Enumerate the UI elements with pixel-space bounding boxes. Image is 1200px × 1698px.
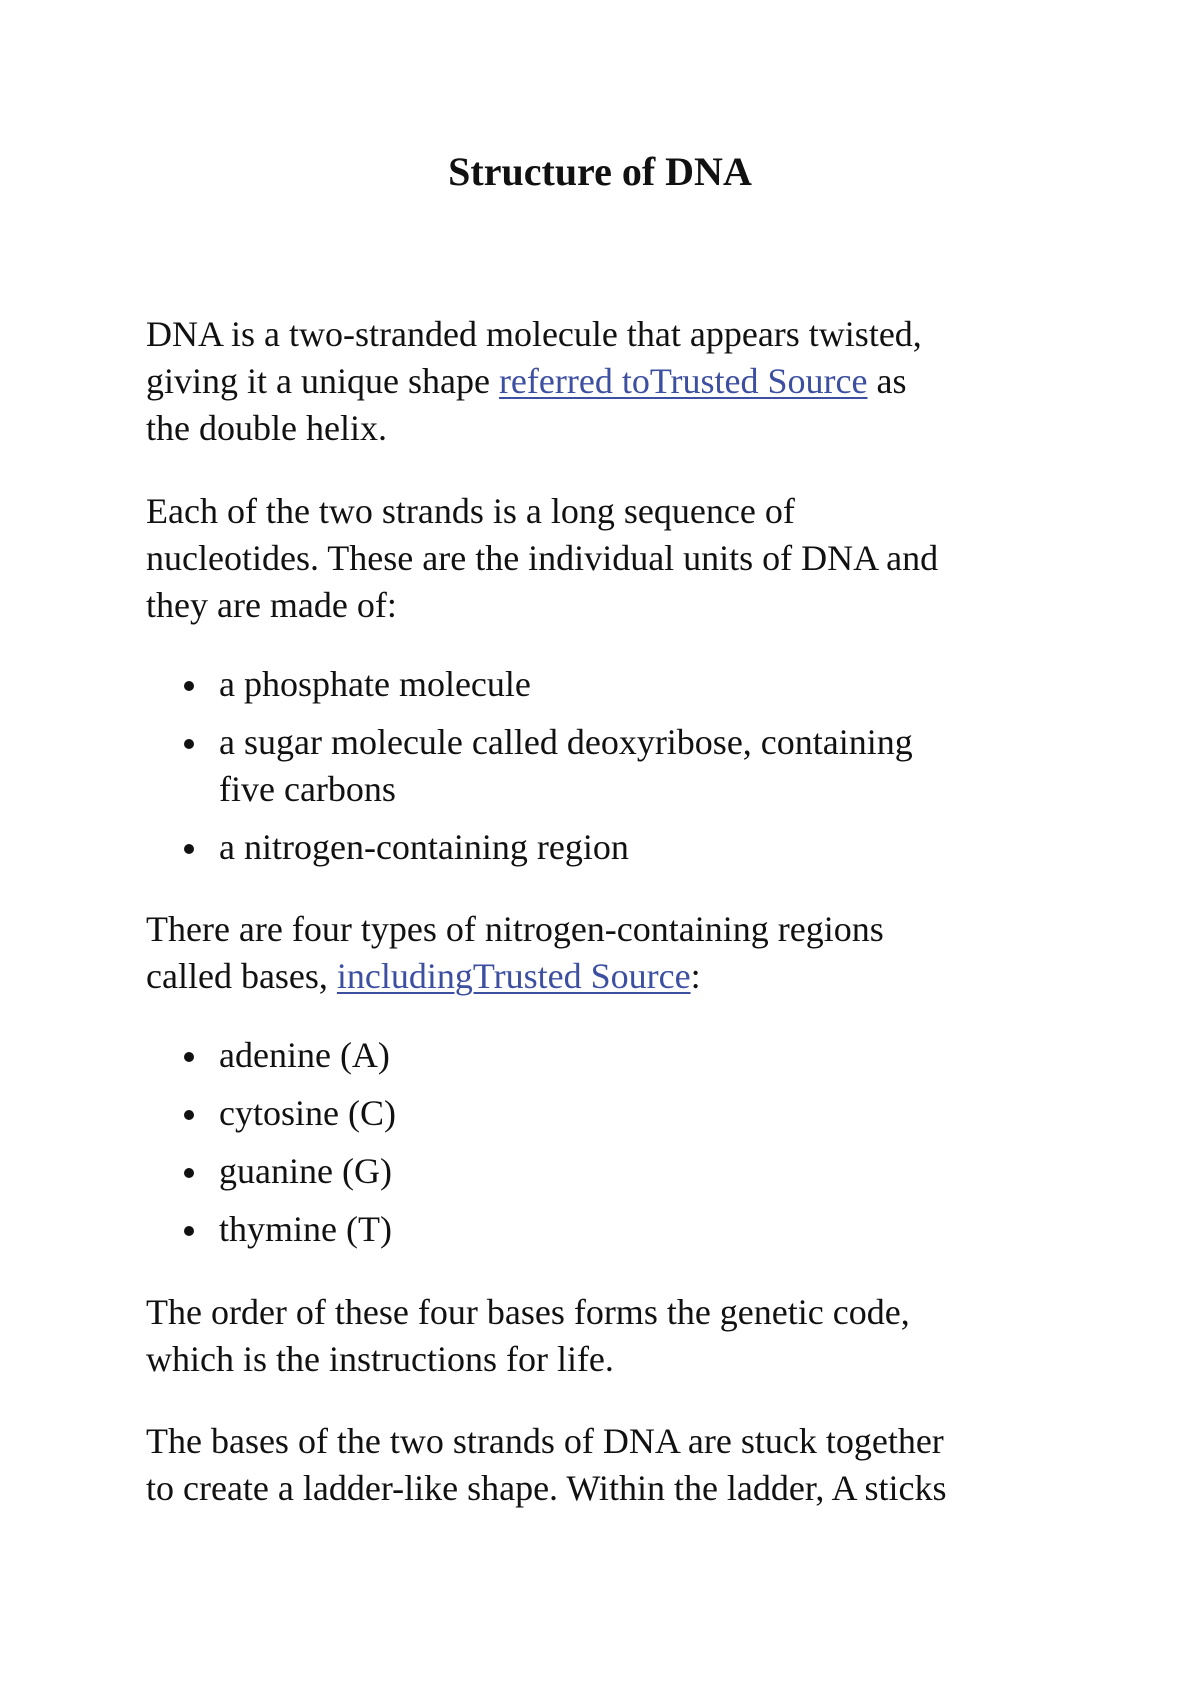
bases-list bbox=[146, 1032, 1066, 1253]
text-line: DNA is a two-stranded molecule that appears twisted, bbox=[146, 314, 922, 354]
paragraph-ladder bbox=[146, 1418, 1066, 1512]
list-item-text: thymine (T) bbox=[219, 1209, 392, 1249]
list-item-text: cytosine (C) bbox=[219, 1093, 396, 1133]
text-line: they are made of: bbox=[146, 585, 397, 625]
text-line: Each of the two strands is a long sequence of bbox=[146, 491, 795, 531]
text-line: : bbox=[690, 956, 701, 996]
document-body bbox=[146, 311, 1066, 1512]
list-item bbox=[146, 1090, 1066, 1137]
text-line: the double helix. bbox=[146, 408, 387, 448]
bullet-icon bbox=[184, 739, 194, 749]
text-line: There are four types of nitrogen-containing regions bbox=[146, 909, 884, 949]
trusted-source-link-including[interactable]: includingTrusted Source bbox=[336, 956, 691, 996]
list-item-text: five carbons bbox=[219, 769, 396, 809]
list-item-text: guanine (G) bbox=[219, 1151, 392, 1191]
list-item bbox=[146, 1032, 1066, 1079]
bullet-icon bbox=[184, 681, 194, 691]
list-item bbox=[146, 661, 1066, 708]
text-line: The order of these four bases forms the genetic code, bbox=[146, 1292, 910, 1332]
bullet-icon bbox=[184, 1110, 194, 1120]
bullet-icon bbox=[184, 1052, 194, 1062]
paragraph-bases bbox=[146, 906, 1066, 1000]
text-line: to create a ladder-like shape. Within the ladder, A sticks bbox=[146, 1468, 947, 1508]
bullet-icon bbox=[184, 1226, 194, 1236]
paragraph-intro bbox=[146, 311, 1066, 452]
list-item-text: a sugar molecule called deoxyribose, containing bbox=[219, 722, 913, 762]
text-line: The bases of the two strands of DNA are stuck together bbox=[146, 1421, 944, 1461]
list-item bbox=[146, 1148, 1066, 1195]
text-line: called bases, bbox=[146, 956, 337, 996]
text-line: nucleotides. These are the individual units of DNA and bbox=[146, 538, 939, 578]
list-item-text: adenine (A) bbox=[219, 1035, 390, 1075]
text-line: which is the instructions for life. bbox=[146, 1339, 614, 1379]
list-item bbox=[146, 719, 1066, 813]
bullet-icon bbox=[184, 1168, 194, 1178]
list-item-text: a nitrogen-containing region bbox=[219, 827, 629, 867]
nucleotide-components-list bbox=[146, 661, 1066, 871]
paragraph-strands bbox=[146, 488, 1066, 629]
paragraph-genetic-code bbox=[146, 1289, 1066, 1383]
list-item bbox=[146, 1206, 1066, 1253]
text-line: as bbox=[867, 361, 907, 401]
text-line: giving it a unique shape bbox=[146, 361, 499, 401]
trusted-source-link-referred[interactable]: referred toTrusted Source bbox=[498, 361, 868, 401]
bullet-icon bbox=[184, 844, 194, 854]
page-title: Structure of DNA bbox=[448, 149, 752, 194]
list-item bbox=[146, 824, 1066, 871]
list-item-text: a phosphate molecule bbox=[219, 664, 531, 704]
